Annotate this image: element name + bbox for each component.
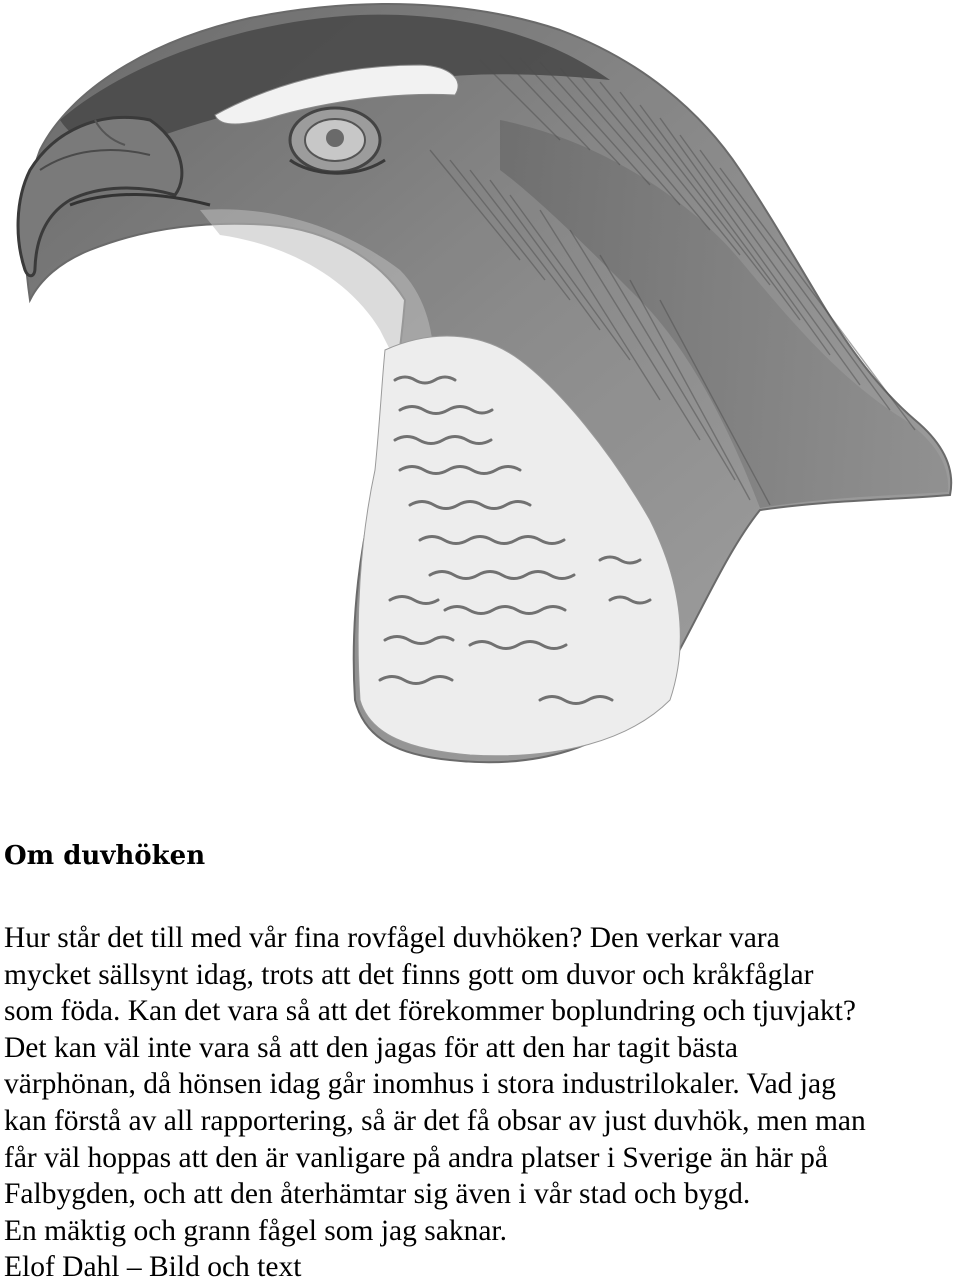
article-body: Hur står det till med vår fina rovfågel duvhöken? Den verkar vara mycket sällsynt idag, trots att det finns gott om duvor och kråkfåglar som föda. Kan det vara så att det förekommer boplundring och tjuvjakt? Det kan väl inte vara så att den jagas för att den har tagit bästa värphönan, då hönsen idag går inomhus i stora industrilokaler. Vad jag kan förstå av all rapportering, så är det få obsar av just duvhök, men man får väl hoppas att den är vanligare på andra platser i Sverige än här på Falbygden, och att den återhämtar sig även i vår stad och bygd. [4,922,866,1211]
article [4,836,956,1286]
article-title: Om duvhöken [4,841,206,871]
signature: Elof Dahl – Bild och text [4,1251,302,1284]
closing-line: En mäktig och grann fågel som jag saknar. [4,1214,507,1247]
